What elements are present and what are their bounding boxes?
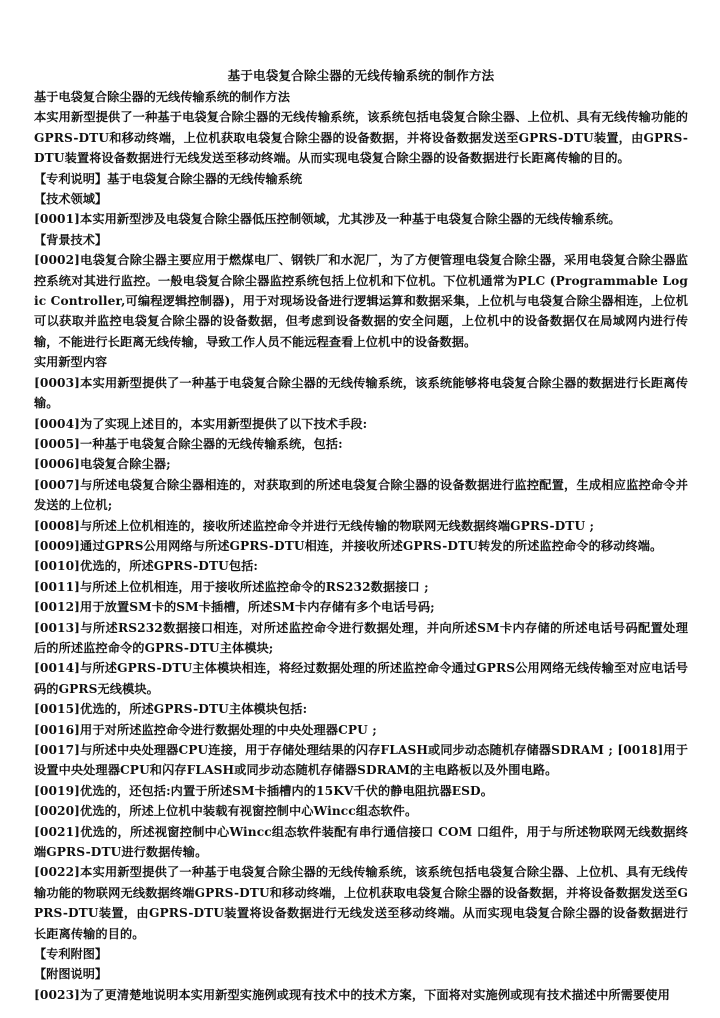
paragraph-0019: [0019]优选的，还包括:内置于所述SM卡插槽内的15KV千伏的静电阻抗器ESD。 xyxy=(34,783,493,798)
paragraph-0023: [0023]为了更清楚地说明本实用新型实施例或现有技术中的技术方案，下面将对实施例或现有技术描述中所需要使用 xyxy=(34,987,670,1002)
document-subtitle: 基于电袋复合除尘器的无线传输系统的制作方法 xyxy=(34,90,290,104)
paragraph-0014: [0014]与所述GPRS-DTU主体模块相连，将经过数据处理的所述监控命令通过GPRS公用网络无线传输至对应电话号码的GPRS无线模块。 xyxy=(34,661,688,696)
paragraph-0016: [0016]用于对所述监控命令进行数据处理的中央处理器CPU ; xyxy=(34,722,377,737)
paragraph-0017: [0017]与所述中央处理器CPU连接，用于存储处理结果的闪存FLASH或同步动态随机存储器SDRAM ; [0018]用于设置中央处理器CPU和闪存FLASH或同步动态随机存储器SDRAM的主电路板以及外围电路。 xyxy=(34,743,688,778)
paragraph-0015: [0015]优选的，所述GPRS-DTU主体模块包括: xyxy=(34,702,308,717)
paragraph-0005: [0005]一种基于电袋复合除尘器的无线传输系统，包括: xyxy=(34,436,343,451)
abstract-paragraph: 本实用新型提供了一种基于电袋复合除尘器的无线传输系统，该系统包括电袋复合除尘器、上位机、具有无线传输功能的GPRS-DTU和移动终端，上位机获取电袋复合除尘器的设备数据，并将设备数据发送至GPRS-DTU装置，由GPRS-DTU装置将设备数据进行无线发送至移动终端。从而实现电袋复合除尘器的设备数据进行长距离传输的目的。 xyxy=(34,110,688,166)
document-page xyxy=(34,66,688,1005)
paragraph-0004: [0004]为了实现上述目的，本实用新型提供了以下技术手段: xyxy=(34,416,368,431)
paragraph-0012: [0012]用于放置SM卡的SM卡插槽，所述SM卡内存储有多个电话号码; xyxy=(34,600,435,615)
background-heading: 【背景技术】 xyxy=(34,232,108,247)
figures-heading: 【专利附图】 xyxy=(34,947,108,962)
content-heading: 实用新型内容 xyxy=(34,355,108,370)
paragraph-0009: [0009]通过GPRS公用网络与所述GPRS-DTU相连，并接收所述GPRS-DTU转发的所述监控命令的移动终端。 xyxy=(34,538,663,553)
paragraph-0020: [0020]优选的，所述上位机中装载有视窗控制中心Wincc组态软件。 xyxy=(34,804,418,819)
paragraph-0010: [0010]优选的，所述GPRS-DTU包括: xyxy=(34,559,259,574)
paragraph-0011: [0011]与所述上位机相连，用于接收所述监控命令的RS232数据接口 ; xyxy=(34,579,429,594)
paragraph-0003: [0003]本实用新型提供了一种基于电袋复合除尘器的无线传输系统，该系统能够将电袋复合除尘器的数据进行长距离传输。 xyxy=(34,375,688,411)
paragraph-0007: [0007]与所述电袋复合除尘器相连的，对获取到的所述电袋复合除尘器的设备数据进行监控配置，生成相应监控命令并发送的上位机; xyxy=(34,477,688,513)
document-title: 基于电袋复合除尘器的无线传输系统的制作方法 xyxy=(227,68,495,83)
paragraph-0008: [0008]与所述上位机相连的，接收所述监控命令并进行无线传输的物联网无线数据终端GPRS-DTU ; xyxy=(34,518,595,533)
paragraph-0006: [0006]电袋复合除尘器; xyxy=(34,457,171,472)
figures-description-heading: 【附图说明】 xyxy=(34,967,108,982)
paragraph-0001: [0001]本实用新型涉及电袋复合除尘器低压控制领域，尤其涉及一种基于电袋复合除尘器的无线传输系统。 xyxy=(34,212,621,227)
paragraph-0013: [0013]与所述RS232数据接口相连，对所述监控命令进行数据处理，并向所述SM卡内存储的所述电话号码配置处理后的所述监控命令的GPRS-DTU主体模块; xyxy=(34,620,688,655)
tech-field-heading: 【技术领域】 xyxy=(34,192,108,207)
paragraph-0021: [0021]优选的，所述视窗控制中心Wincc组态软件装配有串行通信接口 COM 口组件，用于与所述物联网无线数据终端GPRS-DTU进行数据传输。 xyxy=(34,824,688,860)
paragraph-0022: [0022]本实用新型提供了一种基于电袋复合除尘器的无线传输系统，该系统包括电袋复合除尘器、上位机、具有无线传输功能的物联网无线数据终端GPRS-DTU和移动终端，上位机获取电袋复合除尘器的设备数据，并将设备数据发送至GPRS-DTU装置，由GPRS-DTU装置将设备数据进行无线发送至移动终端。从而实现电袋复合除尘器的设备数据进行长距离传输的目的。 xyxy=(34,865,688,941)
patent-description-heading: 【专利说明】基于电袋复合除尘器的无线传输系统 xyxy=(34,171,303,186)
paragraph-0002: [0002]电袋复合除尘器主要应用于燃煤电厂、钢铁厂和水泥厂，为了方便管理电袋复合除尘器，采用电袋复合除尘器监控系统对其进行监控。一般电袋复合除尘器监控系统包括上位机和下位机。下位机通常为PLC (Programmable Logic Controller,可编程逻辑控制器)，用于对现场设备进行逻辑运算和数据采集，上位机与电袋复合除尘器相连，上位机可以获取并监控电袋复合除尘器的设备数据，但考虑到设备数据的安全问题，上位机中的设备数据仅在局域网内进行传输，不能进行长距离无线传输，导致工作人员不能远程查看上位机中的设备数据。 xyxy=(34,253,688,349)
